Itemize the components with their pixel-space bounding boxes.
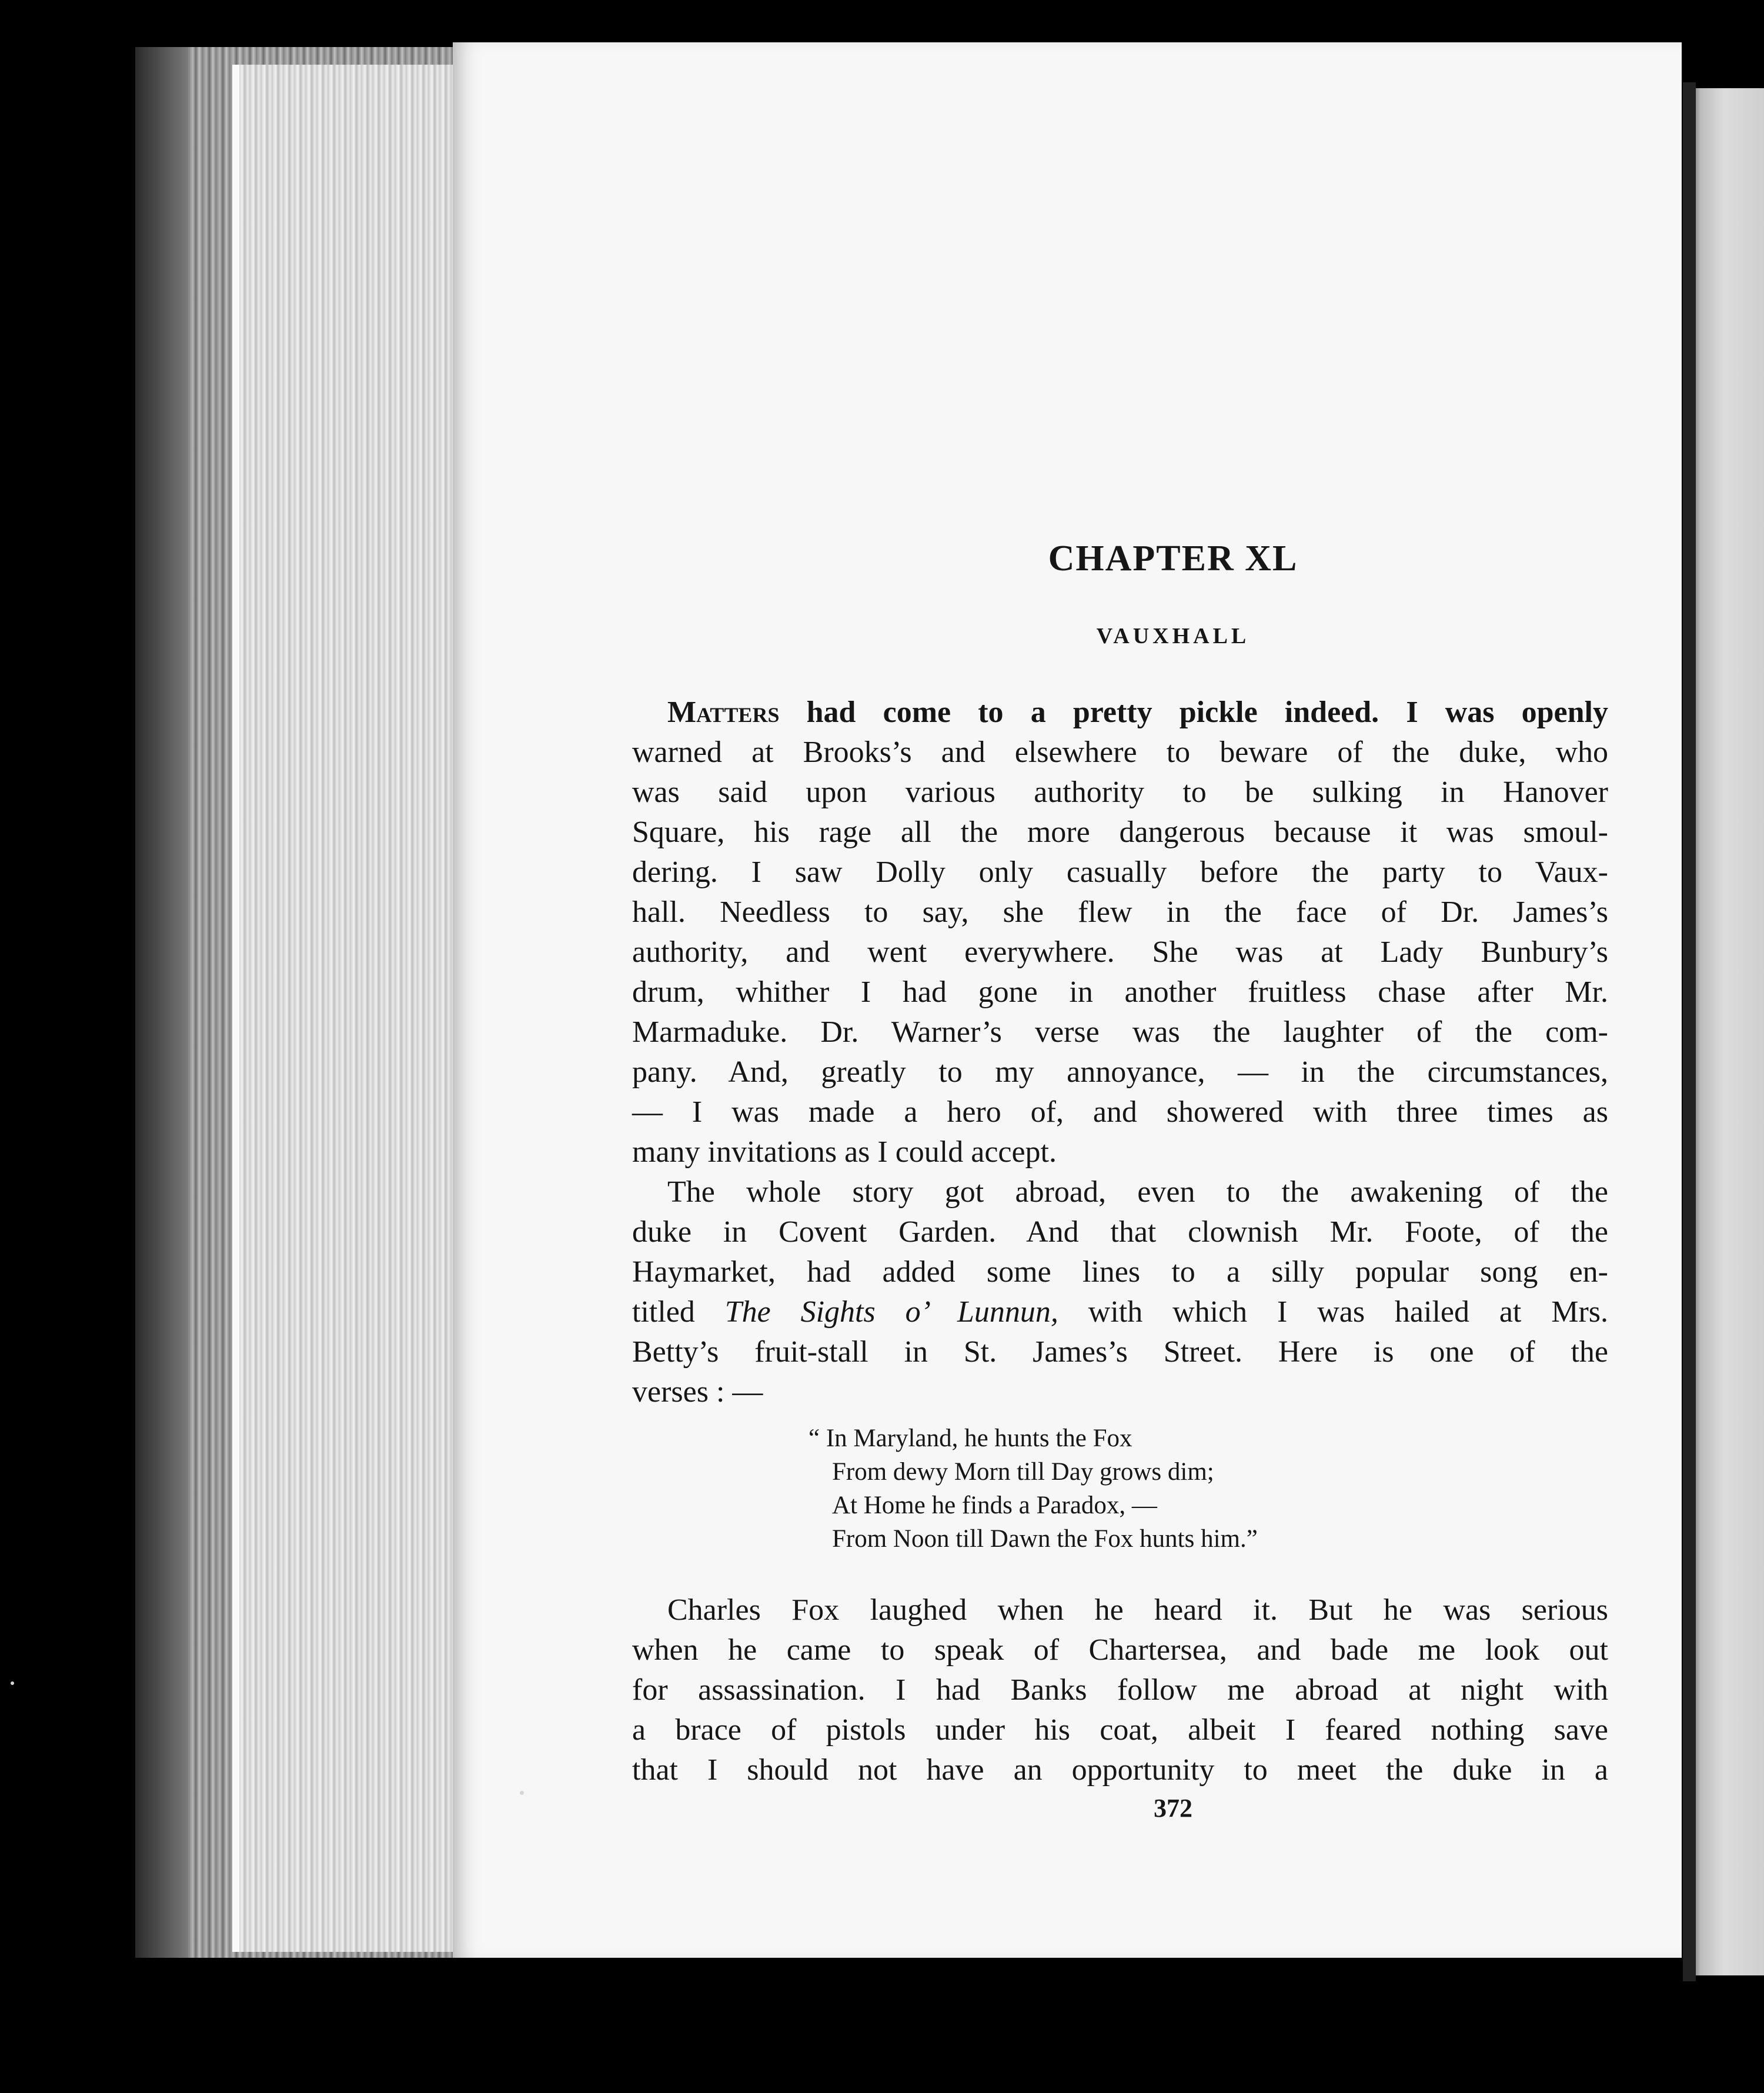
text-line: Marmaduke. Dr. Warner’s verse was the laughter of the com- <box>632 1015 1608 1049</box>
verse-line: “ In Maryland, he hunts the Fox <box>808 1425 1132 1452</box>
verse-line: From Noon till Dawn the Fox hunts him.” <box>832 1525 1258 1553</box>
gutter-shadow <box>1683 82 1696 1981</box>
text-line: was said upon various authority to be sulking in Hanover <box>632 775 1608 809</box>
first-line-rest: had come to a pretty pickle indeed. I was openly <box>806 696 1609 729</box>
text-line: when he came to speak of Chartersea, and bade me look out <box>632 1633 1608 1667</box>
paragraph-3 <box>632 1590 1608 1790</box>
text-line: many invitations as I could accept. <box>632 1135 1057 1169</box>
title-suffix: with which I was hailed at Mrs. <box>1088 1295 1609 1329</box>
paragraph-1-line-1 <box>632 693 1608 733</box>
chapter-subtitle: VAUXHALL <box>1096 624 1250 648</box>
verse-block <box>808 1422 1455 1556</box>
text-line: warned at Brooks’s and elsewhere to beware of the duke, who <box>632 735 1608 769</box>
verse-line: From dewy Morn till Day grows dim; <box>832 1458 1214 1486</box>
text-line: a brace of pistols under his coat, albeit I feared nothing save <box>632 1713 1608 1747</box>
text-line: for assassination. I had Banks follow me abroad at night with <box>632 1673 1608 1707</box>
song-title-line <box>632 1292 1608 1332</box>
verse-line: At Home he finds a Paradox, — <box>832 1492 1157 1519</box>
text-line: pany. And, greatly to my annoyance, — in the circumstances, <box>632 1055 1608 1089</box>
text-line: Betty’s fruit-stall in St. James’s Street. Here is one of the <box>632 1335 1608 1369</box>
text-line: duke in Covent Garden. And that clownish Mr. Foote, of the <box>632 1215 1608 1249</box>
text-line: — I was made a hero of, and showered with three times as <box>632 1095 1608 1129</box>
text-line: Square, his rage all the more dangerous because it was smoul- <box>632 815 1608 849</box>
text-line: Charles Fox laughed when he heard it. But he was serious <box>667 1593 1608 1627</box>
text-line: that I should not have an opportunity to meet the duke in a <box>632 1753 1608 1787</box>
lead-word: Matters <box>667 696 780 729</box>
text-line: hall. Needless to say, she flew in the face of Dr. James’s <box>632 895 1608 929</box>
text-line: Haymarket, had added some lines to a silly popular song en- <box>632 1255 1608 1289</box>
text-line: The whole story got abroad, even to the awakening of the <box>667 1175 1608 1209</box>
paper-speck <box>520 1791 524 1795</box>
text-line: verses : — <box>632 1375 763 1409</box>
page-stack-inner <box>232 65 466 1952</box>
paper-speck <box>11 1681 14 1685</box>
title-prefix: titled <box>632 1295 695 1329</box>
text-line: dering. I saw Dolly only casually before the party to Vaux- <box>632 855 1608 889</box>
song-title: The Sights o’ Lunnun, <box>724 1295 1058 1329</box>
paragraph-1 <box>632 693 1608 1412</box>
page-number: 372 <box>1154 1794 1192 1823</box>
page-stack-shadow <box>135 47 188 1958</box>
text-line: drum, whither I had gone in another fruitless chase after Mr. <box>632 975 1608 1009</box>
text-line: authority, and went everywhere. She was at Lady Bunbury’s <box>632 935 1608 969</box>
chapter-title: CHAPTER XL <box>1048 539 1298 579</box>
